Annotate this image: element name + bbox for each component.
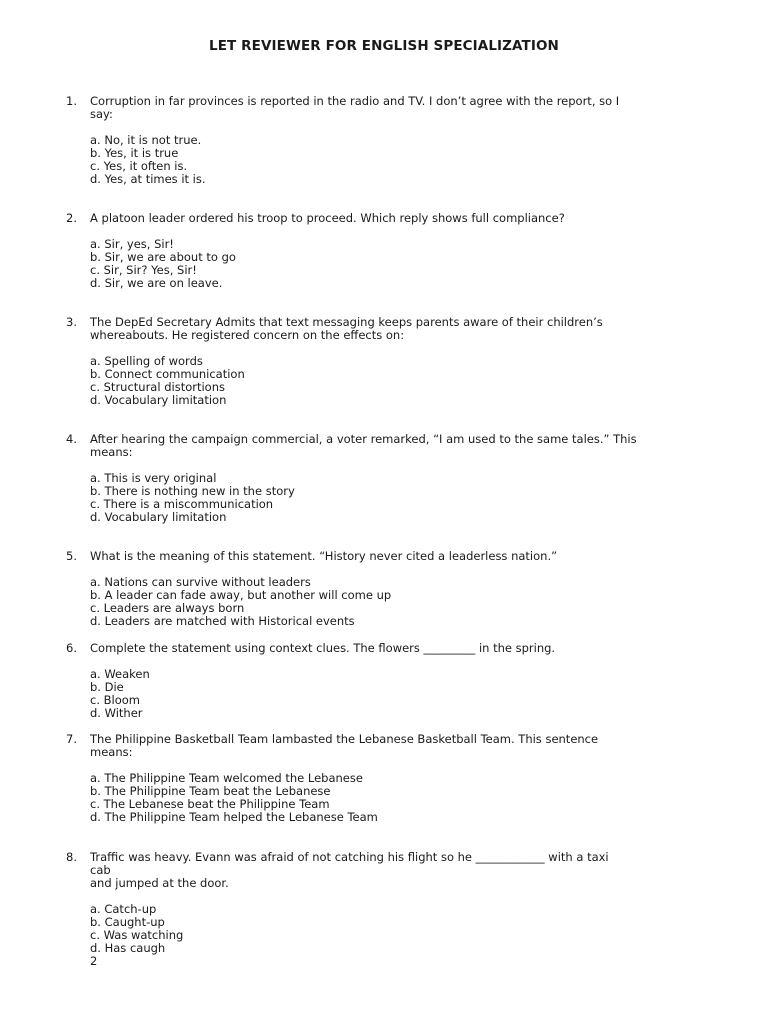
page-title: LET REVIEWER FOR ENGLISH SPECIALIZATION (209, 38, 559, 54)
answer-options (90, 903, 736, 968)
question-text-line: Corruption in far provinces is reported in the radio and TV. I don’t agree with the report, so I (90, 94, 620, 108)
question-text (90, 851, 736, 890)
answer-option: d. The Philippine Team helped the Lebanese Team (90, 810, 378, 824)
answer-option: c. Sir, Sir? Yes, Sir! (90, 263, 197, 277)
answer-options (90, 355, 736, 407)
answer-option: a. Spelling of words (90, 354, 203, 368)
question-text-line: The Philippine Basketball Team lambasted the Lebanese Basketball Team. This sentence (90, 732, 599, 746)
question-number: 7. (66, 732, 77, 746)
question-text (90, 212, 736, 225)
answer-option: c. Leaders are always born (90, 601, 245, 615)
question-4 (66, 433, 736, 524)
answer-option: c. Structural distortions (90, 380, 225, 394)
answer-option: c. Was watching (90, 928, 184, 942)
answer-options (90, 134, 736, 186)
question-text-line: means: (90, 745, 133, 759)
answer-option: a. The Philippine Team welcomed the Lebanese (90, 771, 363, 785)
answer-options (90, 772, 736, 824)
question-3 (66, 316, 736, 407)
question-number: 2. (66, 211, 77, 225)
question-text (90, 433, 736, 459)
question-text-line: The DepEd Secretary Admits that text messaging keeps parents aware of their children’s (90, 315, 603, 329)
answer-option: c. The Lebanese beat the Philippine Team (90, 797, 330, 811)
answer-option: d. Has caugh (90, 941, 166, 955)
question-text-line: means: (90, 445, 133, 459)
question-text (90, 733, 736, 759)
answer-option: a. Nations can survive without leaders (90, 575, 311, 589)
question-text (90, 316, 736, 342)
answer-options (90, 238, 736, 290)
question-text (90, 95, 736, 121)
question-text-line: A platoon leader ordered his troop to proceed. Which reply shows full compliance? (90, 211, 565, 225)
question-5 (66, 550, 736, 628)
answer-option: b. Sir, we are about to go (90, 250, 236, 264)
answer-option: a. Weaken (90, 667, 150, 681)
answer-option: a. Sir, yes, Sir! (90, 237, 174, 251)
answer-option: d. Sir, we are on leave. (90, 276, 223, 290)
answer-option: c. Yes, it often is. (90, 159, 188, 173)
question-number: 6. (66, 641, 77, 655)
question-number: 4. (66, 432, 77, 446)
question-6 (66, 642, 736, 720)
answer-options (90, 472, 736, 524)
answer-option: b. Caught-up (90, 915, 165, 929)
question-2 (66, 212, 736, 290)
answer-option: d. Wither (90, 706, 143, 720)
answer-option: 2 (90, 954, 98, 968)
answer-option: a. This is very original (90, 471, 217, 485)
question-text-line: After hearing the campaign commercial, a voter remarked, “I am used to the same tales.” This (90, 432, 637, 446)
answer-option: b. The Philippine Team beat the Lebanese (90, 784, 331, 798)
question-number: 3. (66, 315, 77, 329)
question-text-line: whereabouts. He registered concern on the effects on: (90, 328, 405, 342)
answer-option: b. Yes, it is true (90, 146, 179, 160)
answer-option: c. Bloom (90, 693, 140, 707)
answer-option: d. Leaders are matched with Historical events (90, 614, 355, 628)
question-text-line: Traffic was heavy. Evann was afraid of not catching his flight so he ____________ with a taxi (90, 850, 609, 864)
question-number: 5. (66, 549, 77, 563)
answer-option: d. Vocabulary limitation (90, 393, 227, 407)
answer-option: b. Die (90, 680, 124, 694)
answer-option: c. There is a miscommunication (90, 497, 274, 511)
question-text-line: cab (90, 863, 111, 877)
question-text-line: What is the meaning of this statement. “History never cited a leaderless nation.” (90, 549, 558, 563)
question-text-line: and jumped at the door. (90, 876, 229, 890)
question-text (90, 642, 736, 655)
answer-option: b. Connect communication (90, 367, 245, 381)
question-7 (66, 733, 736, 824)
question-number: 1. (66, 94, 77, 108)
answer-options (90, 576, 736, 628)
question-text-line: Complete the statement using context clues. The flowers _________ in the spring. (90, 641, 556, 655)
answer-option: a. No, it is not true. (90, 133, 202, 147)
answer-options (90, 668, 736, 720)
question-1 (66, 95, 736, 186)
answer-option: b. There is nothing new in the story (90, 484, 295, 498)
question-text-line: say: (90, 107, 113, 121)
answer-option: d. Yes, at times it is. (90, 172, 206, 186)
answer-option: d. Vocabulary limitation (90, 510, 227, 524)
question-text (90, 550, 736, 563)
question-8 (66, 851, 736, 968)
answer-option: a. Catch-up (90, 902, 157, 916)
question-number: 8. (66, 850, 77, 864)
answer-option: b. A leader can fade away, but another will come up (90, 588, 392, 602)
